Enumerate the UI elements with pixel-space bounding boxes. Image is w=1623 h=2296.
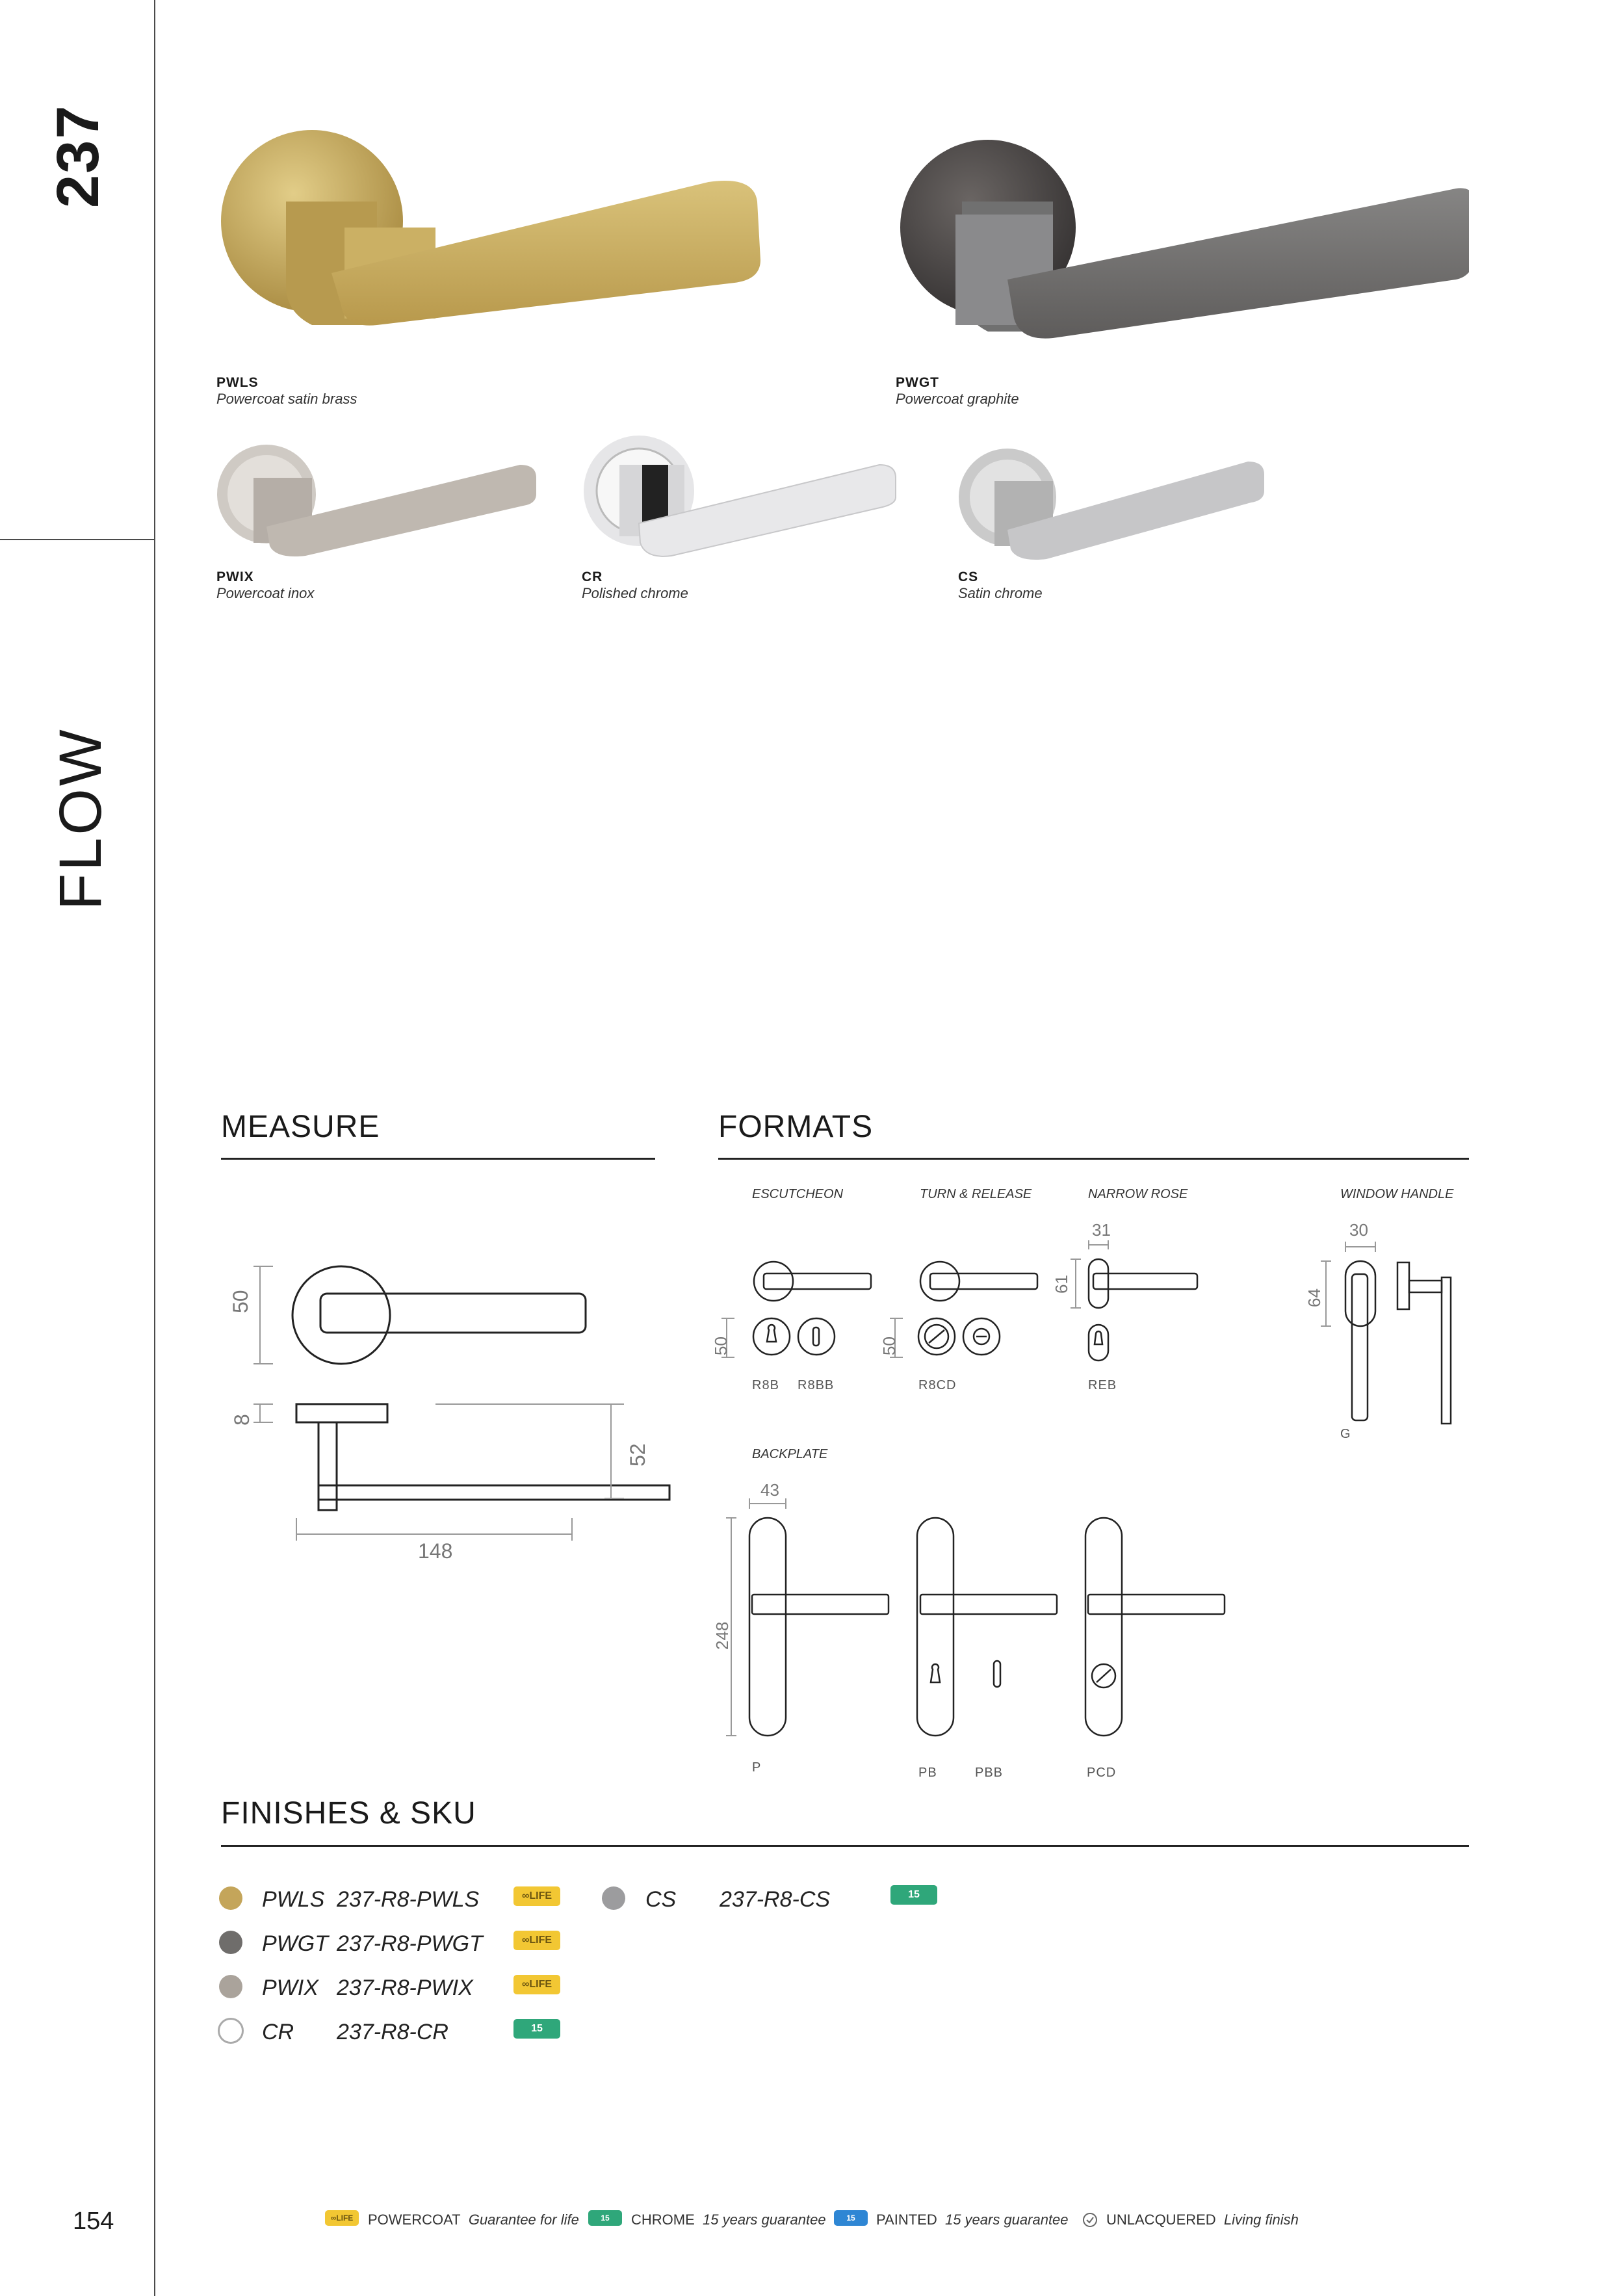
footer-powercoat: POWERCOAT Guarantee for life [368, 2211, 579, 2228]
sku-r8b: R8B [752, 1378, 779, 1392]
dim-wh-h: 64 [1305, 1288, 1324, 1307]
footer-badge-painted: 15 [834, 2210, 868, 2226]
footer-badge-life: ∞LIFE [325, 2210, 359, 2226]
model-name: FLOW [47, 727, 114, 910]
sku-pcd: PCD [1087, 1766, 1117, 1780]
product-pwls [216, 375, 357, 408]
sidebar-divider [154, 0, 155, 2296]
finish-code: CS [645, 1887, 677, 1912]
format-backplate-label: BACKPLATE [752, 1447, 828, 1461]
product-pwix [216, 569, 314, 602]
sku-r8cd: R8CD [918, 1378, 957, 1392]
sku-g: G [1340, 1427, 1351, 1441]
product-code: CR [582, 569, 603, 584]
finish-swatch-pwls [219, 1886, 242, 1910]
dim-rose: 50 [229, 1290, 252, 1313]
dim-tr: 50 [879, 1337, 899, 1355]
format-escutcheon-label: ESCUTCHEON [752, 1187, 844, 1201]
dim-rose-depth: 8 [230, 1414, 253, 1426]
product-code: PWIX [216, 569, 254, 584]
dim-nr-h: 61 [1052, 1275, 1071, 1294]
footer-painted: PAINTED 15 years guarantee [876, 2211, 1069, 2228]
unlacquered-icon [1082, 2211, 1098, 2228]
sku-r8bb: R8BB [798, 1378, 835, 1392]
finish-swatch-pwix [219, 1975, 242, 1998]
product-code: PWLS [216, 375, 259, 390]
finish-swatch-cr [218, 2018, 244, 2044]
footer-badge-chrome: 15 [588, 2210, 622, 2226]
finishes-title: FINISHES & SKU [221, 1796, 476, 1831]
measure-title: MEASURE [221, 1110, 380, 1144]
dim-wh-w: 30 [1349, 1220, 1368, 1240]
product-cs [958, 569, 1043, 602]
dim-esc: 50 [711, 1337, 731, 1355]
formats-title: FORMATS [718, 1110, 874, 1144]
product-image-pwgt [897, 137, 1469, 351]
dim-nr-w: 31 [1092, 1220, 1111, 1240]
formats-diagram [702, 1209, 1482, 1794]
dim-bp-h: 248 [712, 1621, 732, 1650]
dim-bp-w: 43 [760, 1480, 779, 1500]
measure-rule [221, 1158, 655, 1160]
sku-p: P [752, 1760, 762, 1775]
sku-pbb: PBB [975, 1766, 1004, 1780]
product-code: PWGT [896, 375, 939, 390]
product-finish: Satin chrome [958, 585, 1043, 601]
sku-pb: PB [918, 1766, 937, 1780]
formats-rule [718, 1158, 1469, 1160]
dim-projection: 52 [626, 1443, 649, 1467]
finish-code: PWIX [262, 1976, 318, 2000]
format-narrow-rose-label: NARROW ROSE [1088, 1187, 1188, 1201]
model-number: 237 [45, 104, 111, 208]
page-number: 154 [73, 2208, 114, 2235]
badge-life: ∞LIFE [513, 1931, 560, 1950]
badge-15: 15 [890, 1885, 937, 1905]
sku-reb: REB [1088, 1378, 1117, 1392]
product-image-pwls [214, 130, 780, 345]
product-finish: Powercoat satin brass [216, 391, 357, 407]
product-image-cr [580, 426, 899, 569]
badge-life: ∞LIFE [513, 1886, 560, 1906]
finish-code: PWLS [262, 1887, 325, 1912]
product-image-cs [955, 442, 1267, 566]
measure-diagram [221, 1248, 676, 1573]
badge-life: ∞LIFE [513, 1975, 560, 1994]
product-image-pwix [214, 442, 539, 566]
product-finish: Polished chrome [582, 585, 688, 601]
finish-sku: 237-R8-PWGT [337, 1931, 483, 1956]
finish-sku: 237-R8-CS [720, 1887, 831, 1912]
dim-length: 148 [418, 1539, 453, 1563]
format-turn-release-label: TURN & RELEASE [920, 1187, 1032, 1201]
product-finish: Powercoat inox [216, 585, 315, 601]
finish-sku: 237-R8-PWLS [337, 1887, 480, 1912]
finish-sku: 237-R8-PWIX [337, 1976, 473, 2000]
finish-sku: 237-R8-CR [337, 2020, 448, 2044]
finish-code: CR [262, 2020, 294, 2044]
product-finish: Powercoat graphite [896, 391, 1019, 407]
finish-swatch-cs [602, 1886, 625, 1910]
footer-unlacquered: UNLACQUERED Living finish [1106, 2211, 1299, 2228]
finish-code: PWGT [262, 1931, 328, 1956]
finishes-rule [221, 1845, 1469, 1847]
product-code: CS [958, 569, 979, 584]
product-pwgt [896, 375, 1019, 408]
footer-chrome: CHROME 15 years guarantee [631, 2211, 826, 2228]
sidebar-separator [0, 539, 155, 540]
product-cr [582, 569, 688, 602]
finish-swatch-pwgt [219, 1931, 242, 1954]
badge-15: 15 [513, 2019, 560, 2039]
format-window-handle-label: WINDOW HANDLE [1340, 1187, 1454, 1201]
